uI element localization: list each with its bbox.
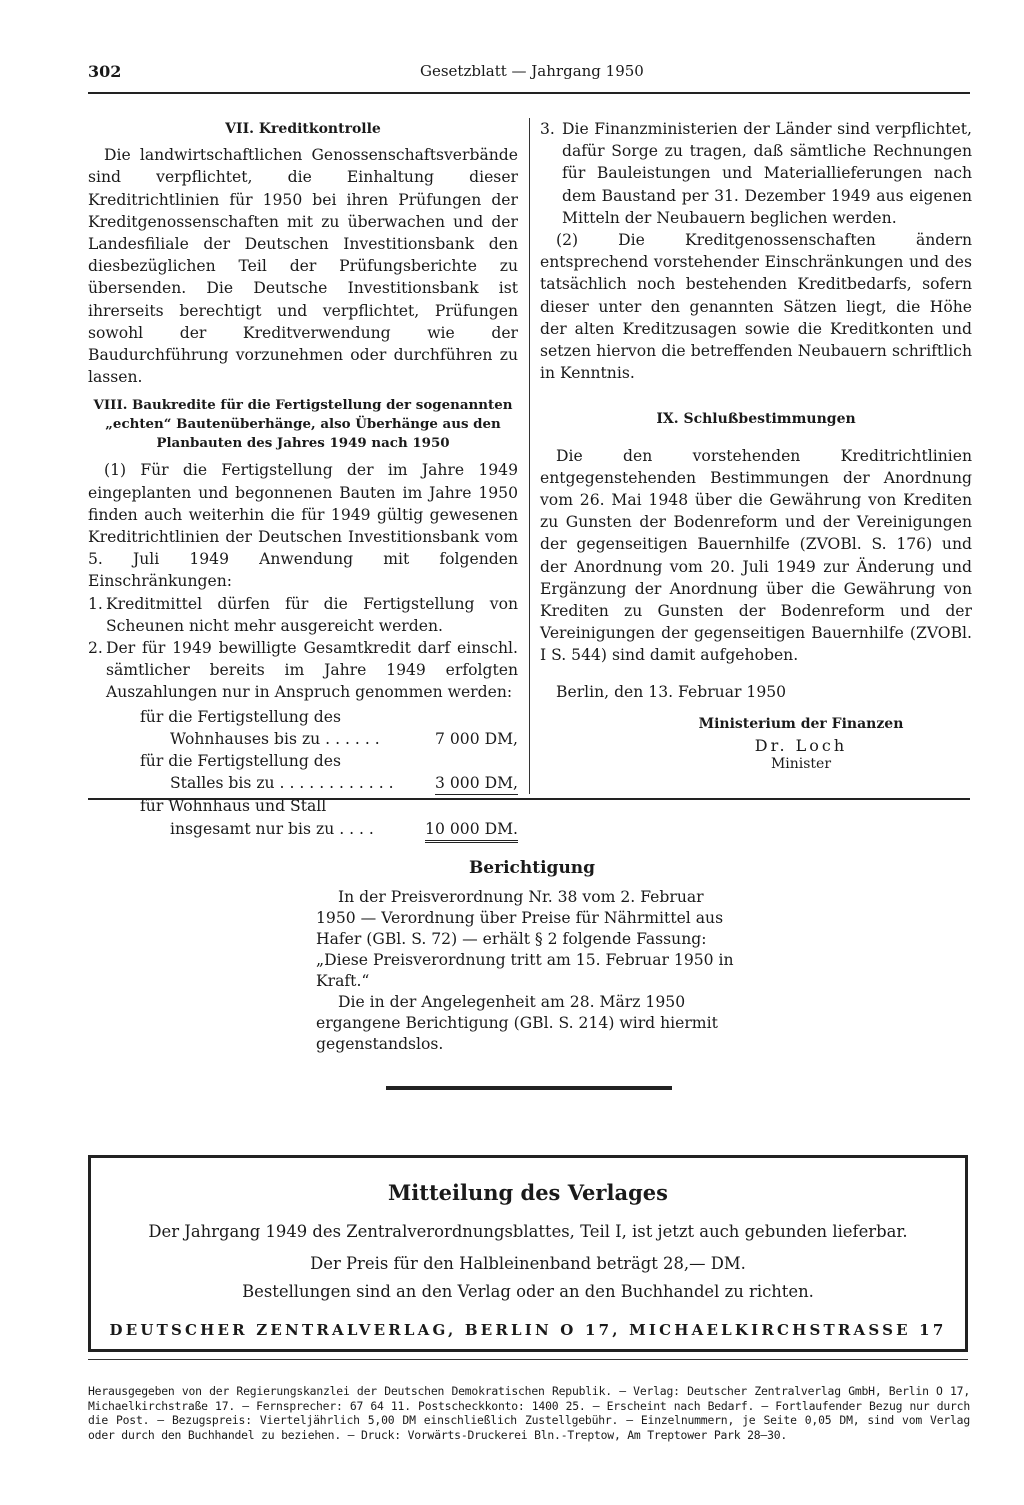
- limit-row: [140, 818, 518, 843]
- limit-row: [140, 728, 518, 750]
- list-item-number: 1.: [88, 594, 103, 613]
- section-ix-text: Die den vorstehenden Kreditrichtlinien entgegenstehenden Bestimmungen der Anordnung vom 26. Mai 1948 über die Gewährung von Krediten zu Gunsten der Bodenreform und der Vereinigungen der gegenseitigen Bauernhilfe (ZVOBl. S. 176) und der Anordnung vom 20. Juli 1949 zur Änderung und Ergänzung der Anordnung über die Gewährung von Krediten zu Gunsten der Bodenreform und der Vereinigungen der gegenseitigen Bauernhilfe (ZVOBl. I S. 544) sind damit aufgehoben.: [540, 446, 972, 665]
- list-item-number: 3.: [540, 120, 555, 138]
- list-item-text: Der für 1949 bewilligte Gesamtkredit darf einschl. sämtlicher bereits im Jahre 1949 erfolgten Auszahlungen nur in Anspruch genommen werden:: [106, 639, 518, 702]
- publisher-notice-title: Mitteilung des Verlages: [388, 1180, 668, 1205]
- publisher-notice-line: Der Jahrgang 1949 des Zentralverordnungsblattes, Teil I, ist jetzt auch gebunden lieferbar.: [148, 1222, 908, 1241]
- ministry-name: Ministerium der Finanzen: [698, 715, 904, 732]
- running-header: Gesetzblatt — Jahrgang 1950: [420, 62, 644, 80]
- signer-role: Minister: [770, 756, 832, 773]
- section-viii-para-1: (1) Für die Fertigstellung der im Jahre 1949 eingeplanten und begonnenen Bauten im Jahre 1950 finden auch weiterhin die für 1949 gültig gewesenen Kreditrichtlinien der Deutschen Investitionsbank vom 5. Juli 1949 Anwendung mit folgenden Einschränkungen:: [88, 461, 518, 591]
- imprint-text: Herausgegeben von der Regierungskanzlei der Deutschen Demokratischen Republik. — Verlag: Deutscher Zentralverlag GmbH, Berlin O 17, Michaelkirchstraße 17. — Fernsprecher: 67 64 11. Postscheckkonto: 1400 25. — Erscheint nach Bedarf. — Fortlaufender Bezug nur durch die Post. — Bezugspreis: Vierteljährlich 5,00 DM einschließlich Zustellgebühr. — Einzelnummern, je Seite 0,05 DM, sind vom Verlag oder durch den Buchhandel zu beziehen. — Druck: Vorwärts-Druckerei Bln.-Treptow, Am Treptower Park 28—30.: [88, 1384, 970, 1442]
- publisher-address: DEUTSCHER ZENTRALVERLAG, BERLIN O 17, MICHAELKIRCHSTRASSE 17: [109, 1321, 947, 1339]
- section-heading-viii: [88, 396, 518, 453]
- limit-value: 3 000 DM,: [435, 772, 518, 795]
- decorative-rule: [386, 1086, 672, 1090]
- limit-heading: für die Fertigstellung des: [140, 707, 341, 726]
- limit-label: insgesamt nur bis zu . . . .: [170, 819, 374, 838]
- limit-label: Wohnhauses bis zu . . . . . .: [170, 729, 380, 748]
- correction-title: Berichtigung: [468, 858, 596, 878]
- list-item-text: Die Finanzministerien der Länder sind verpflichtet, dafür Sorge zu tragen, daß sämtliche Rechnungen für Bauleistungen und Materiallieferungen nach dem Baustand per 31. Dezember 1949 aus eigenen Mitteln der Neubauern beglichen werden.: [562, 120, 972, 227]
- list-item: [88, 593, 518, 637]
- correction-para: „Diese Preisverordnung tritt am 15. Februar 1950 in Kraft.“: [316, 951, 734, 990]
- footer-rule: [88, 1359, 968, 1360]
- publisher-notice-line: Der Preis für den Halbleinenband beträgt 28,— DM.: [310, 1254, 746, 1273]
- list-item-text: Kreditmittel dürfen für die Fertigstellung von Scheunen nicht mehr ausgereicht werden.: [106, 594, 518, 635]
- section-heading-vii: VII. Kreditkontrolle: [225, 121, 381, 137]
- section-viii-title-line: Planbauten des Jahres 1949 nach 1950: [156, 435, 450, 452]
- signature-block: [630, 713, 972, 776]
- limit-heading: für die Fertigstellung des: [140, 752, 341, 771]
- section-heading-ix: IX. Schlußbestimmungen: [656, 411, 856, 428]
- section-rule: [88, 798, 970, 800]
- section-viii-title-line: VIII. Baukredite für die Fertigstellung der sogenannten: [93, 397, 513, 414]
- publisher-notice-line: Bestellungen sind an den Verlag oder an den Buchhandel zu richten.: [242, 1282, 814, 1301]
- correction-para: In der Preisverordnung Nr. 38 vom 2. Februar 1950 — Verordnung über Preise für Nährmittel aus Hafer (GBl. S. 72) — erhält § 2 folgende Fassung:: [316, 888, 724, 948]
- limit-value: 7 000 DM,: [434, 729, 518, 748]
- publisher-notice-box: [88, 1155, 968, 1352]
- date-line: Berlin, den 13. Februar 1950: [556, 682, 787, 701]
- signer-name: Dr. Loch: [754, 736, 848, 756]
- limit-label: Stalles bis zu . . . . . . . . . . . .: [170, 774, 394, 793]
- section-viii-title-line: „echten“ Bautenüberhänge, also Überhänge aus den: [105, 416, 501, 433]
- list-item-number: 2.: [88, 639, 103, 658]
- section-viii-para-2: (2) Die Kreditgenossenschaften ändern entsprechend vorstehender Einschränkungen und des tatsächlich noch bestehenden Kreditbedarfs, sofern dieser unter den genannten Sätzen liegt, die Höhe der alten Kreditzusagen sowie die Kreditkonten und setzen hiervon die betreffenden Neubauern schriftlich in Kenntnis.: [540, 231, 972, 383]
- correction-para: Die in der Angelegenheit am 28. März 1950 ergangene Berichtigung (GBl. S. 214) wird hiermit gegenstandslos.: [316, 993, 718, 1053]
- page-number: 302: [88, 62, 122, 81]
- right-column: [540, 118, 972, 775]
- header-rule: [88, 92, 970, 94]
- limit-row: [140, 772, 518, 795]
- left-column: [88, 118, 518, 843]
- limit-total-value: 10 000 DM.: [425, 818, 518, 843]
- correction-notice: [316, 858, 748, 1055]
- section-vii-text: Die landwirtschaftlichen Genossenschaftsverbände sind verpflichtet, die Einhaltung dieser Kreditrichtlinien für 1950 bei ihren Prüfungen der Kreditgenossenschaften mit zu überwachen und der Landesfiliale der Deutschen Investitionsbank den diesbezüglichen Teil der Prüfungsberichte zu übersenden. Die Deutsche Investitionsbank ist ihrerseits berechtigt und verpflichtet, Prüfungen sowohl der Kreditverwendung wie der Baudurchführung vorzunehmen oder durchführen zu lassen.: [88, 146, 518, 387]
- list-item: [540, 118, 972, 229]
- credit-limits: [140, 706, 518, 843]
- limit-heading: für Wohnhaus und Stall: [140, 797, 327, 816]
- list-item: [88, 637, 518, 704]
- column-divider: [529, 118, 530, 794]
